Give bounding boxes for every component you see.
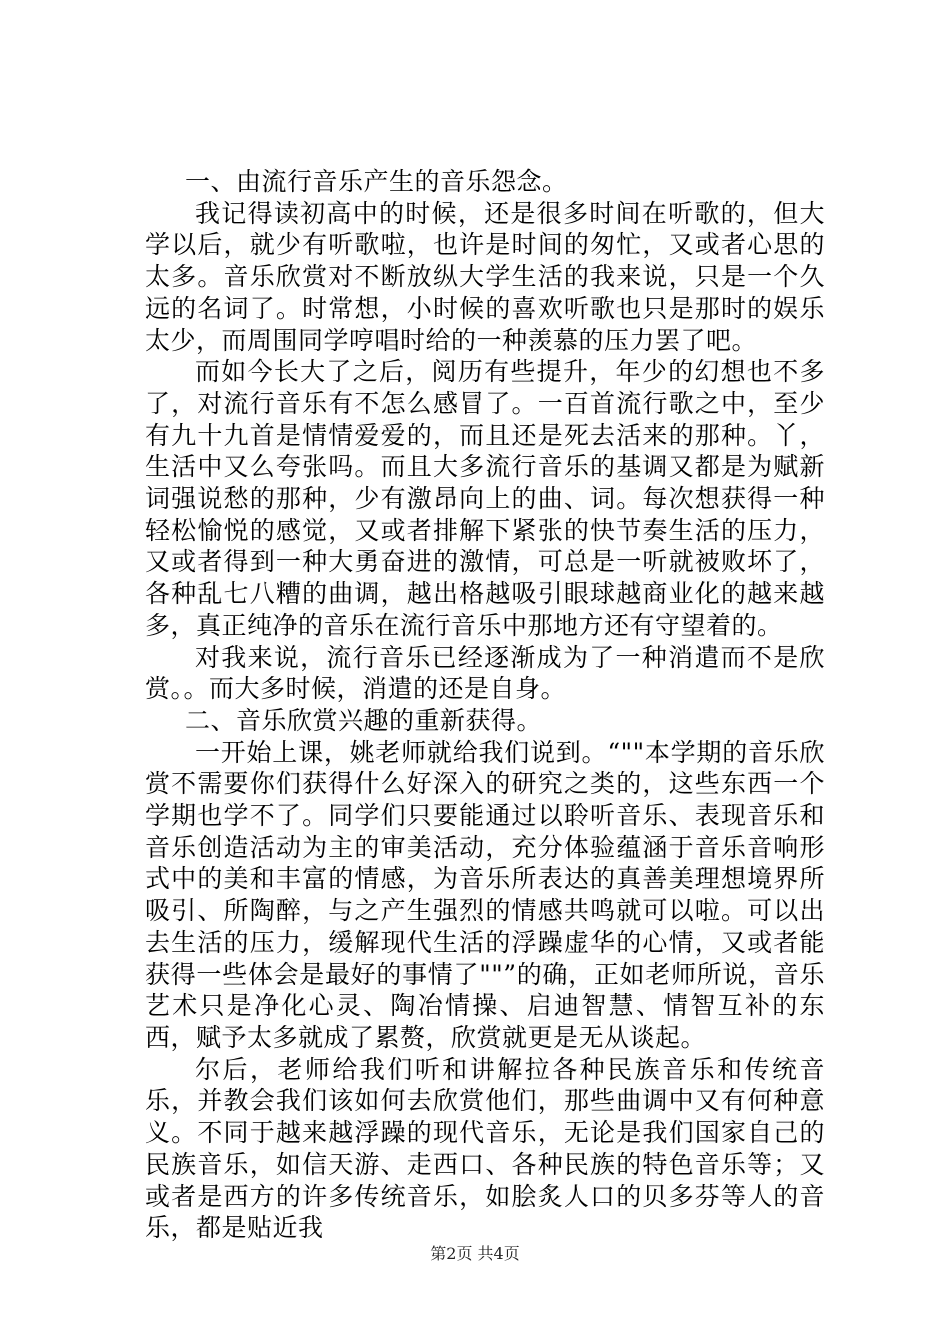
paragraph: 尔后，老师给我们听和讲解拉各种民族音乐和传统音乐，并教会我们该如何去欣赏他们，那些曲调中又有何种意义。不同于越来越浮躁的现代音乐，无论是我们国家自己的民族音乐，如信天游、走西口、各种民族的特色音乐等；又或者是西方的许多传统音乐，如脍炙人口的贝多芬等人的音乐，都是贴近我: [145, 1054, 825, 1243]
paragraph: 对我来说，流行音乐已经逐渐成为了一种消遣而不是欣赏。。而大多时候，消遣的还是自身。: [145, 642, 825, 704]
paragraph: 我记得读初高中的时候，还是很多时间在听歌的，但大学以后，就少有听歌啦，也许是时间的匆忙，又或者心思的太多。音乐欣赏对不断放纵大学生活的我来说，只是一个久远的名词了。时常想，小时候的喜欢听歌也只是那时的娱乐太少，而周围同学哼唱时给的一种羡慕的压力罢了吧。: [145, 198, 825, 355]
page-footer: 第2页 共4页: [430, 1244, 520, 1263]
section-heading-2: 二、音乐欣赏兴趣的重新获得。: [185, 705, 543, 735]
section-heading-1: 一、由流行音乐产生的音乐怨念。: [185, 167, 568, 196]
paragraph: 一开始上课，姚老师就给我们说到。“""本学期的音乐欣赏不需要你们获得什么好深入的研究之类的，这些东西一个学期也学不了。同学们只要能通过以聆听音乐、表现音乐和音乐创造活动为主的审美活动，充分体验蕴涵于音乐音响形式中的美和丰富的情感，为音乐所表达的真善美理想境界所吸引、所陶醉，与之产生强烈的情感共鸣就可以啦。可以出去生活的压力，缓解现代生活的浮躁虚华的心情，又或者能获得一些体会是最好的事情了""”的确，正如老师所说，音乐艺术只是净化心灵、陶冶情操、启迪智慧、情智互补的东西，赋予太多就成了累赘，欣赏就更是无从谈起。: [145, 737, 825, 1052]
document-body: [145, 166, 825, 1244]
paragraph: 而如今长大了之后，阅历有些提升，年少的幻想也不多了，对流行音乐有不怎么感冒了。一百首流行歌之中，至少有九十九首是情情爱爱的，而且还是死去活来的那种。丫，生活中又么夸张吗。而且大多流行音乐的基调又都是为赋新词强说愁的那种，少有激昂向上的曲、词。每次想获得一种轻松愉悦的感觉，又或者排解下紧张的快节奏生活的压力，又或者得到一种大勇奋进的激情，可总是一听就被败坏了，各种乱七八糟的曲调，越出格越吸引眼球越商业化的越来越多，真正纯净的音乐在流行音乐中那地方还有守望着的。: [145, 357, 825, 640]
